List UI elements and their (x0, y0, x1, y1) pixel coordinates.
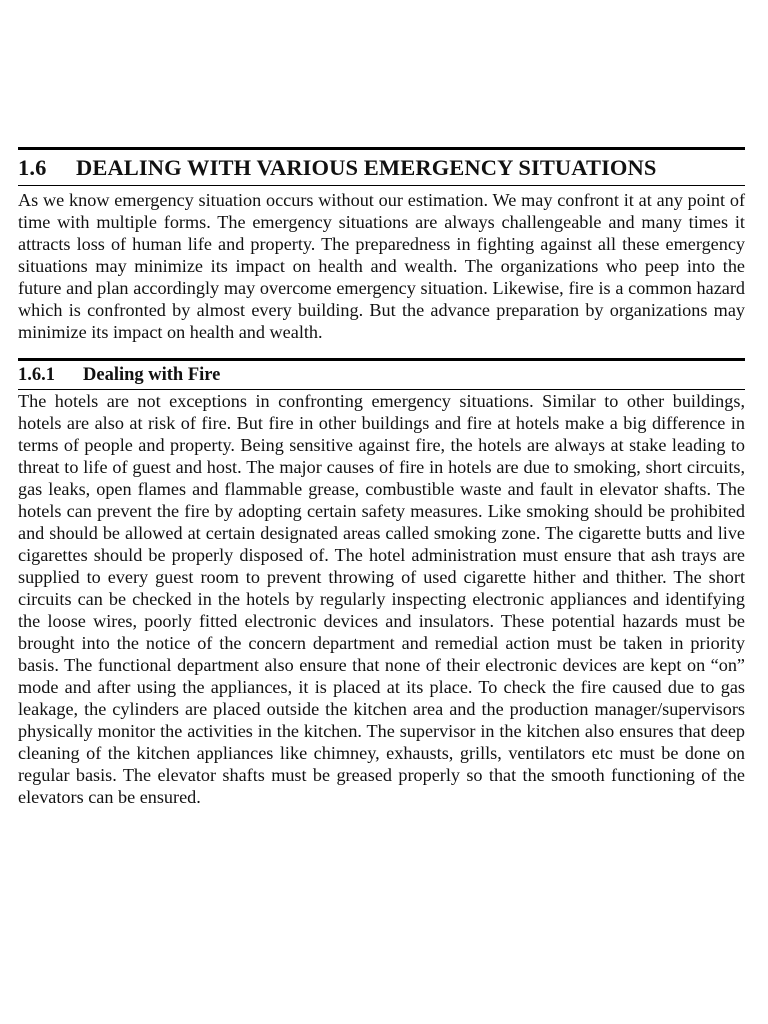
document-page (18, 147, 745, 808)
section-heading-block (18, 147, 745, 186)
subsection-paragraph: The hotels are not exceptions in confronting emergency situations. Similar to other buildings, hotels are also at risk of fire. But fire in other buildings and fire at hotels make a big difference in terms of people and property. Being sensitive against fire, the hotels are always at stake leading to threat to life of guest and host. The major causes of fire in hotels are due to smoking, short circuits, gas leaks, open flames and flammable grease, combustible waste and fault in elevator shafts. The hotels can prevent the fire by adopting certain safety measures. Like smoking should be prohibited and should be allowed at certain designated areas called smoking zone. The cigarette butts and live cigarettes should be properly disposed of. The hotel administration must ensure that ash trays are supplied to every guest room to prevent throwing of used cigarette hither and thither. The short circuits can be checked in the hotels by regularly inspecting electronic appliances and identifying the loose wires, poorly fitted electronic devices and insulators. These potential hazards must be brought into the notice of the concern department and remedial action must be taken in priority basis. The functional department also ensure that none of their electronic devices are kept on “on” mode and after using the appliances, it is placed at its place. To check the fire caused due to gas leakage, the cylinders are placed outside the kitchen area and the production manager/supervisors physically monitor the activities in the kitchen. The supervisor in the kitchen also ensures that deep cleaning of the kitchen appliances like chimney, exhausts, grills, ventilators etc must be done on regular basis. The elevator shafts must be greased properly so that the smooth functioning of the elevators can be ensured. (18, 391, 745, 807)
subsection-title: Dealing with Fire (83, 365, 221, 385)
section-title: DEALING WITH VARIOUS EMERGENCY SITUATIONS (76, 155, 657, 180)
subsection-heading-block (18, 358, 745, 390)
section-paragraph: As we know emergency situation occurs without our estimation. We may confront it at any point of time with multiple forms. The emergency situations are always challengeable and many times it attracts loss of human life and property. The preparedness in fighting against all these emergency situations may minimize its impact on health and wealth. The organizations who peep into the future and plan accordingly may overcome emergency situation. Likewise, fire is a common hazard which is confronted by almost every building. But the advance preparation by organizations may minimize its impact on health and wealth. (18, 190, 745, 342)
section-heading (18, 150, 745, 182)
subsection-heading (18, 361, 745, 387)
section-number: 1.6 (18, 155, 47, 180)
subsection-number: 1.6.1 (18, 365, 55, 385)
